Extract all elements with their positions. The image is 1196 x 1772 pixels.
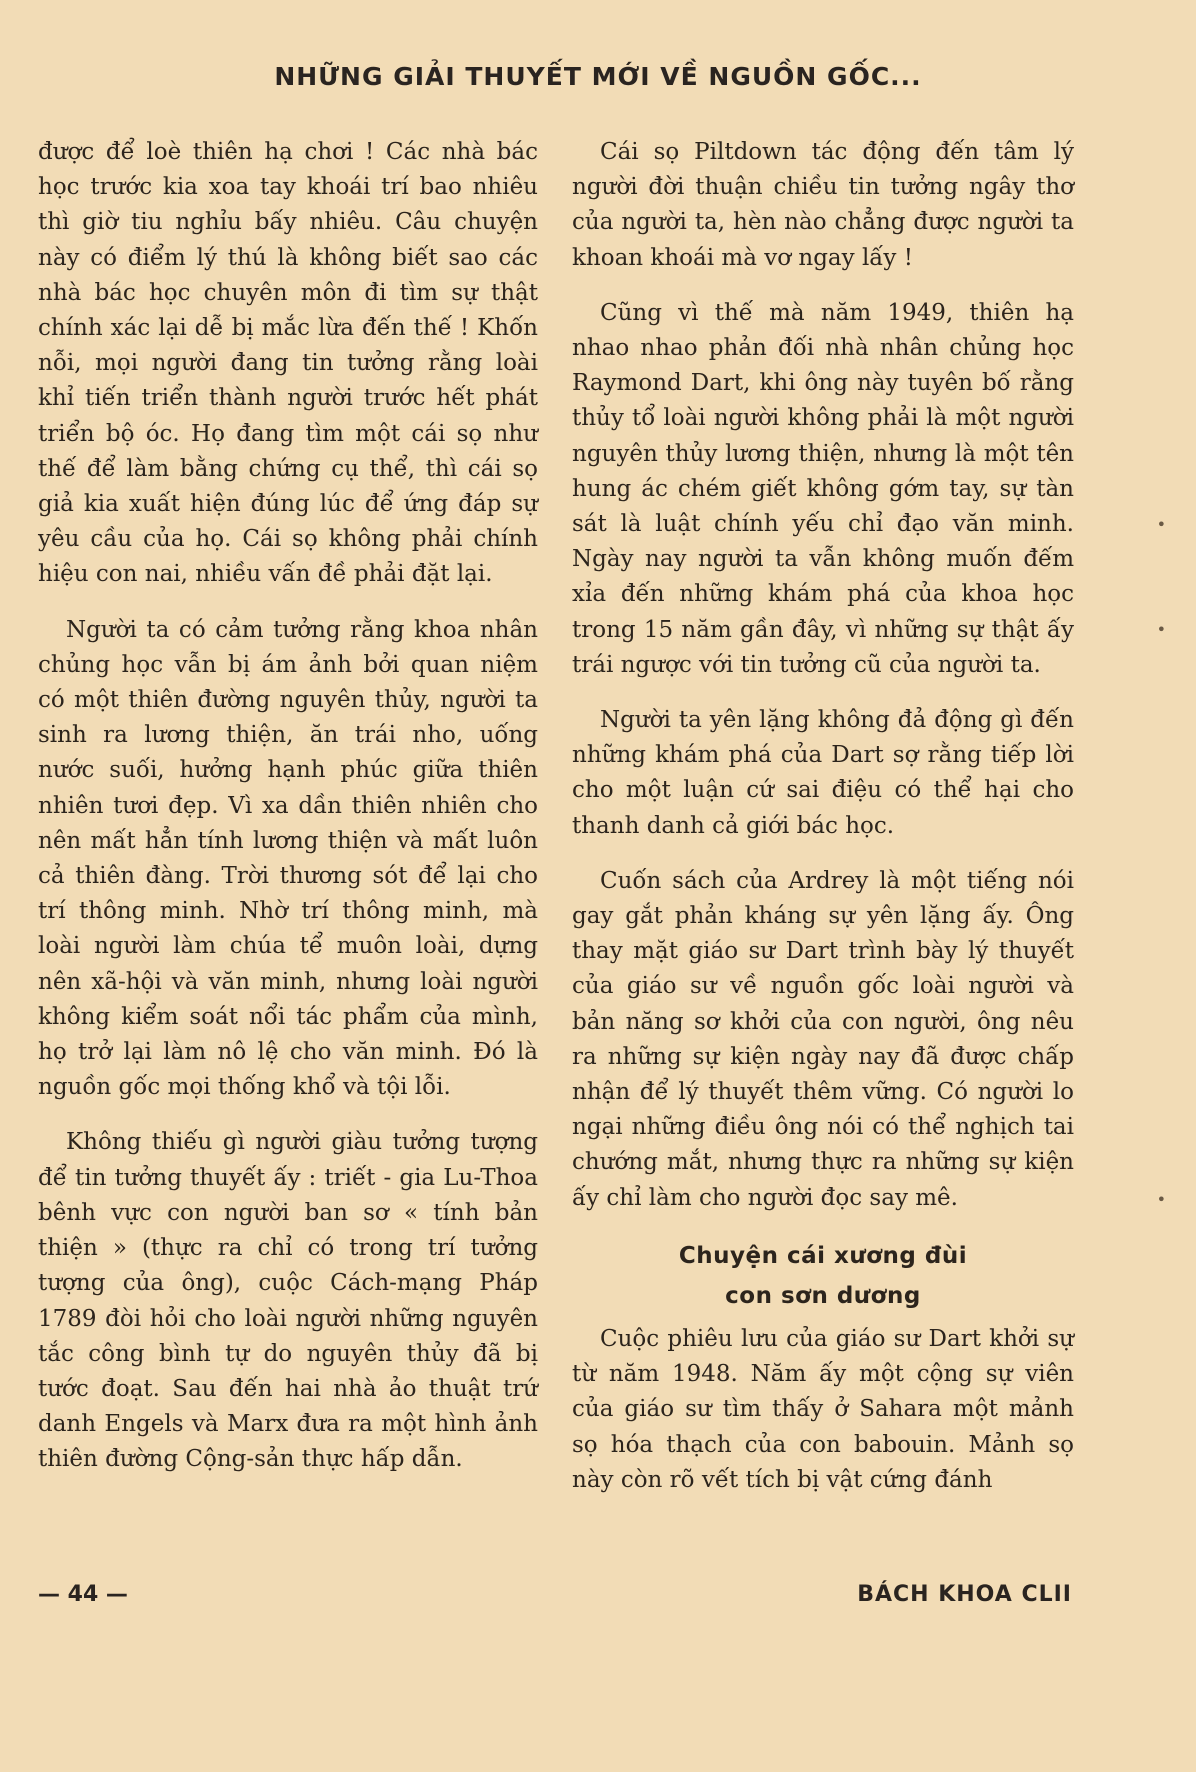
right-paragraph-1: Cái sọ Piltdown tác động đến tâm lý người đời thuận chiều tin tưởng ngây thơ của người ta, hèn nào chẳng được người ta khoan khoái mà vơ ngay lấy ! [572, 139, 1074, 271]
section-heading-line-1: Chuyện cái xương đùi [678, 1242, 968, 1269]
right-paragraph-4: Cuốn sách của Ardrey là một tiếng nói gay gắt phản kháng sự yên lặng ấy. Ông thay mặt giáo sư Dart trình bày lý thuyết của giáo sư về nguồn gốc loài người và bản năng sơ khởi của con người, ông nêu ra những sự kiện ngày nay đã được chấp nhận để lý thuyết thêm vững. Có người lo ngại những điều ông nói có thể nghịch tai chướng mắt, nhưng thực ra những sự kiện ấy chỉ làm cho người đọc say mê. [572, 867, 1074, 1211]
left-paragraph-1: được để loè thiên hạ chơi ! Các nhà bác học trước kia xoa tay khoái trí bao nhiêu thì giờ tiu nghỉu bấy nhiêu. Câu chuyện này có điểm lý thú là không biết sao các nhà bác học chuyên môn đi tìm sự thật chính xác lại dễ bị mắc lừa đến thế ! Khốn nỗi, mọi người đang tin tưởng rằng loài khỉ tiến triển thành người trước hết phát triển bộ óc. Họ đang tìm một cái sọ như thế để làm bằng chứng cụ thể, thì cái sọ giả kia xuất hiện đúng lúc để ứng đáp sự yêu cầu của họ. Cái sọ không phải chính hiệu con nai, nhiều vấn đề phải đặt lại. [38, 139, 538, 588]
right-paragraph-2: Cũng vì thế mà năm 1949, thiên hạ nhao nhao phản đối nhà nhân chủng học Raymond Dart, khi ông này tuyên bố rằng thủy tổ loài người không phải là một người nguyên thủy lương thiện, nhưng là một tên hung ác chém giết không gớm tay, sự tàn sát là luật chính yếu chỉ đạo văn minh. Ngày nay người ta vẫn không muốn đếm xỉa đến những khám phá của khoa học trong 15 năm gần đây, vì những sự thật ấy trái ngược với tin tưởng cũ của người ta. [572, 299, 1074, 678]
margin-speck: • [1156, 620, 1166, 639]
left-paragraph-2: Người ta có cảm tưởng rằng khoa nhân chủng học vẫn bị ám ảnh bởi quan niệm có một thiên đường nguyên thủy, người ta sinh ra lương thiện, ăn trái nho, uống nước suối, hưởng hạnh phúc giữa thiên nhiên tươi đẹp. Vì xa dần thiên nhiên cho nên mất hẳn tính lương thiện và mất luôn cả thiên đàng. Trời thương sót để lại cho trí thông minh. Nhờ trí thông minh, mà loài người làm chúa tể muôn loài, dựng nên xã-hội và văn minh, nhưng loài người không kiểm soát nổi tác phẩm của mình, họ trở lại làm nô lệ cho văn minh. Đó là nguồn gốc mọi thống khổ và tội lỗi. [38, 616, 538, 1101]
left-column [38, 135, 538, 1498]
right-paragraph-5: Cuộc phiêu lưu của giáo sư Dart khởi sự từ năm 1948. Năm ấy một cộng sự viên của giáo sư tìm thấy ở Sahara một mảnh sọ hóa thạch của con babouin. Mảnh sọ này còn rõ vết tích bị vật cứng đánh [572, 1325, 1074, 1493]
page-number: — 44 — [38, 1582, 128, 1607]
section-heading-line-2: con sơn dương [725, 1282, 921, 1309]
margin-speck: • [1156, 1190, 1166, 1209]
running-title: NHỮNG GIẢI THUYẾT MỚI VỀ NGUỒN GỐC... [274, 62, 922, 91]
section-heading [572, 1236, 1074, 1316]
right-column [572, 135, 1074, 1518]
publication-name: BÁCH KHOA CLII [857, 1582, 1072, 1607]
left-paragraph-3: Không thiếu gì người giàu tưởng tượng để tin tưởng thuyết ấy : triết - gia Lu-Thoa bênh vực con người ban sơ « tính bản thiện » (thực ra chỉ có trong trí tưởng tượng của ông), cuộc Cách-mạng Pháp 1789 đòi hỏi cho loài người những nguyên tắc công bình tự do nguyên thủy đã bị tước đoạt. Sau đến hai nhà ảo thuật trứ danh Engels và Marx đưa ra một hình ảnh thiên đường Cộng-sản thực hấp dẫn. [38, 1129, 538, 1473]
right-paragraph-3: Người ta yên lặng không đả động gì đến những khám phá của Dart sợ rằng tiếp lời cho một luận cứ sai điệu có thể hại cho thanh danh cả giới bác học. [572, 707, 1074, 839]
margin-speck: • [1156, 515, 1166, 534]
